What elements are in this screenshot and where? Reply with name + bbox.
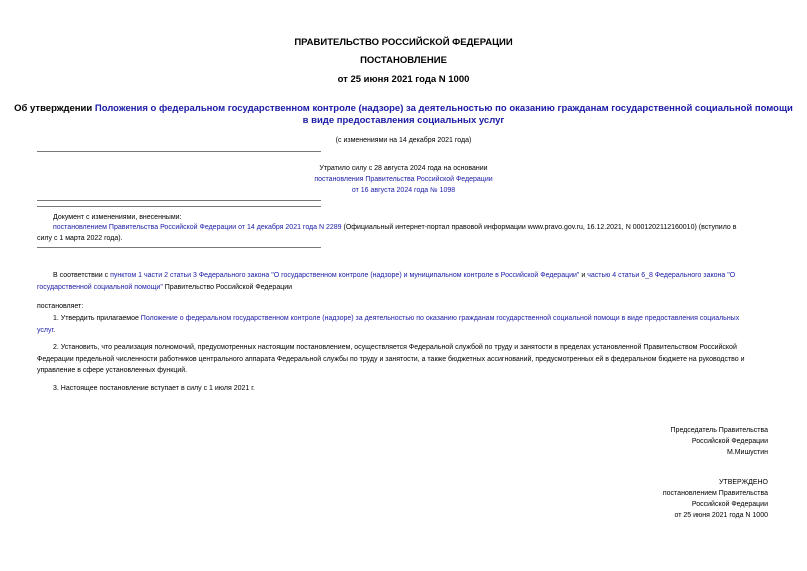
item-2-line-2: Федерации предельной численности работников центрального аппарата Федеральной службы по труду и занятости, а также бюджетных ассигнований, предусмотренных ей в федеральном бюджете на руководство и	[37, 355, 745, 363]
preamble-government: Правительство Российской Федерации	[162, 283, 293, 291]
expired-decree-link-date[interactable]: от 16 августа 2024 года № 1098	[351, 187, 456, 194]
changes-label: Документ с изменениями, внесенными:	[53, 214, 182, 221]
approved-date: от 25 июня 2021 года N 1000	[674, 512, 768, 519]
approved-country: Российской Федерации	[691, 501, 768, 508]
changes-text	[37, 222, 772, 244]
document-date-number: от 25 июня 2021 года N 1000	[337, 74, 470, 85]
title-regulation-link[interactable]: Положения о федеральном государственном контроле (надзоре) за деятельностью по оказанию гражданам государственной социальной помощи	[94, 103, 793, 114]
item-1-end: .	[53, 326, 56, 334]
item-2	[37, 342, 767, 377]
changes-source-cont: силу с 1 марта 2022 года).	[37, 235, 123, 242]
preamble	[37, 270, 767, 293]
approved-label: УТВЕРЖДЕНО	[718, 479, 768, 486]
title-regulation-link-cont[interactable]: в виде предоставления социальных услуг	[302, 115, 505, 126]
law-178-link[interactable]: частью 4 статьи 6_8 Федерального закона "О	[587, 272, 736, 279]
title-prefix: Об утверждении	[14, 103, 95, 114]
divider-bottom	[37, 247, 321, 248]
divider-mid-2	[37, 206, 321, 207]
approved-block	[663, 477, 768, 521]
expired-line: Утратило силу с 28 августа 2024 года на основании	[319, 165, 488, 172]
document-title	[0, 103, 807, 127]
document-type: ПОСТАНОВЛЕНИЕ	[360, 55, 447, 66]
expired-notice	[0, 163, 807, 196]
item-2-line-1: 2. Установить, что реализация полномочий, предусмотренных настоящим постановлением, осуществляется Федеральной службой по труду и занятости в пределах установленной Правительством Российской	[53, 344, 737, 351]
decrees-word: постановляет:	[37, 303, 84, 310]
divider-top	[37, 151, 321, 152]
item-1-text: 1. Утвердить прилагаемое	[53, 315, 141, 322]
item-2-line-3: управление в сфере установленных функций.	[37, 367, 188, 374]
government-heading: ПРАВИТЕЛЬСТВО РОССИЙСКОЙ ФЕДЕРАЦИИ	[294, 37, 513, 48]
regulation-link[interactable]: Положение о федеральном государственном контроле (надзоре) за деятельностью по оказанию гражданам государственной социальной помощи в виде предоставления социальных	[140, 315, 740, 322]
expired-decree-link[interactable]: постановления Правительства Российской Федерации	[314, 176, 493, 183]
preamble-text: В соответствии с	[53, 272, 111, 279]
signature-country: Российской Федерации	[691, 438, 768, 445]
approved-by: постановлением Правительства	[662, 490, 768, 497]
item-3: 3. Настоящее постановление вступает в силу с 1 июля 2021 г.	[53, 385, 255, 392]
signature-name: М.Мишустин	[726, 449, 768, 456]
preamble-and: и	[579, 272, 588, 279]
law-178-link-cont[interactable]: государственной социальной помощи"	[37, 283, 163, 291]
item-1	[37, 313, 767, 336]
divider-mid-1	[37, 200, 321, 201]
changes-decree-link[interactable]: постановлением Правительства Российской Федерации от 14 декабря 2021 года N 2289	[53, 224, 342, 231]
signature-block	[671, 425, 768, 458]
regulation-link-cont[interactable]: услуг	[37, 326, 54, 334]
changes-source: (Официальный интернет-портал правовой информации www.pravo.gov.ru, 16.12.2021, N 0001202112160010) (вступило в	[341, 224, 737, 231]
signature-position: Председатель Правительства	[670, 427, 768, 434]
amendments-note: (с изменениями на 14 декабря 2021 года)	[335, 137, 472, 144]
law-248-link[interactable]: пунктом 1 части 2 статьи 3 Федерального закона "О государственном контроле (надзоре) и муниципальном контроле в Российской Федерации"	[110, 272, 580, 279]
